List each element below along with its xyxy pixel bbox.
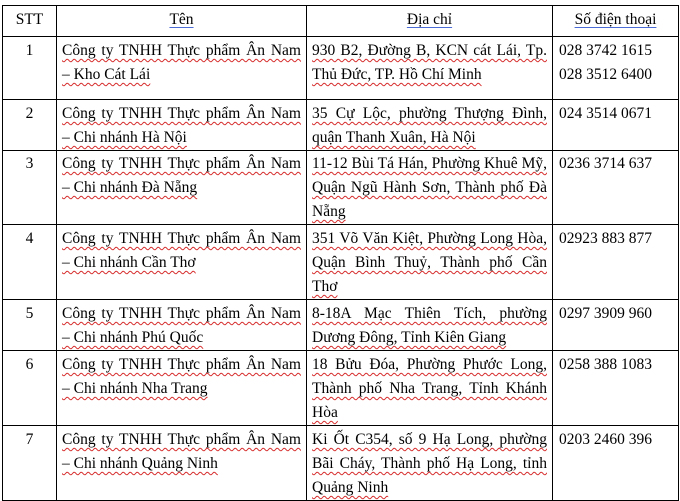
cell-name: Công ty TNHH Thực phẩm Ân Nam – Chi nhánh Cần Thơ xyxy=(57,225,307,300)
cell-name: Công ty TNHH Thực phẩm Ân Nam – Chi nhánh Đà Nẵng xyxy=(57,151,307,225)
cell-name: Công ty TNHH Thực phẩm Ân Nam – Kho Cát Lái xyxy=(57,37,307,100)
cell-name: Công ty TNHH Thực phẩm Ân Nam – Chi nhánh Phú Quốc xyxy=(57,300,307,351)
cell-address: 930 B2, Đường B, KCN cát Lái, Tp. Thủ Đức, TP. Hồ Chí Minh xyxy=(307,37,553,100)
cell-name: Công ty TNHH Thực phẩm Ân Nam – Chi nhánh Nha Trang xyxy=(57,351,307,426)
cell-address: 18 Bửu Đóa, Phường Phước Long, Thành phố Nha Trang, Tỉnh Khánh Hòa xyxy=(307,351,553,426)
phone-number: 0297 3909 960 xyxy=(559,305,652,322)
cell-phone xyxy=(553,151,679,225)
cell-name: Công ty TNHH Thực phẩm Ân Nam – Chi nhánh Quảng Ninh xyxy=(57,426,307,501)
cell-name: Công ty TNHH Thực phẩm Ân Nam – Chi nhánh Hà Nội xyxy=(57,100,307,151)
cell-stt: 1 xyxy=(3,37,57,100)
table-row xyxy=(3,151,679,225)
cell-phone xyxy=(553,351,679,426)
cell-phone xyxy=(553,37,679,100)
table-row xyxy=(3,351,679,426)
cell-phone xyxy=(553,300,679,351)
phone-number: 0258 388 1083 xyxy=(559,356,652,373)
cell-stt: 4 xyxy=(3,225,57,300)
header-address: Địa chỉ xyxy=(307,6,553,37)
table-row xyxy=(3,37,679,100)
branch-table xyxy=(2,5,679,501)
cell-stt: 7 xyxy=(3,426,57,501)
phone-number: 0203 2460 396 xyxy=(559,431,652,448)
table-row xyxy=(3,100,679,151)
phone-number: 02923 883 877 xyxy=(559,230,652,247)
cell-address: 351 Võ Văn Kiệt, Phường Long Hòa, Quận Bình Thuỷ, Thành phố Cần Thơ xyxy=(307,225,553,300)
cell-phone xyxy=(553,100,679,151)
cell-phone xyxy=(553,225,679,300)
cell-address: Ki Ốt C354, số 9 Hạ Long, phường Bãi Cháy, Thành phố Hạ Long, tỉnh Quảng Ninh xyxy=(307,426,553,501)
table-row xyxy=(3,225,679,300)
cell-phone xyxy=(553,426,679,501)
cell-stt: 2 xyxy=(3,100,57,151)
table-row xyxy=(3,300,679,351)
header-phone: Số điện thoại xyxy=(553,6,679,37)
cell-address: 35 Cự Lộc, phường Thượng Đình, quận Thanh Xuân, Hà Nội xyxy=(307,100,553,151)
cell-address: 11-12 Bùi Tá Hán, Phường Khuê Mỹ, Quận Ngũ Hành Sơn, Thành phố Đà Nẵng xyxy=(307,151,553,225)
phone-number: 0236 3714 637 xyxy=(559,155,652,172)
phone-number: 028 3512 6400 xyxy=(559,66,652,83)
phone-number: 028 3742 1615 xyxy=(559,42,652,59)
header-stt: STT xyxy=(3,6,57,37)
table-header-row xyxy=(3,6,679,37)
cell-stt: 3 xyxy=(3,151,57,225)
phone-number: 024 3514 0671 xyxy=(559,105,652,122)
table-row xyxy=(3,426,679,501)
header-name: Tên xyxy=(57,6,307,37)
cell-stt: 6 xyxy=(3,351,57,426)
cell-stt: 5 xyxy=(3,300,57,351)
cell-address: 8-18A Mạc Thiên Tích, phường Dương Đông, Tỉnh Kiên Giang xyxy=(307,300,553,351)
